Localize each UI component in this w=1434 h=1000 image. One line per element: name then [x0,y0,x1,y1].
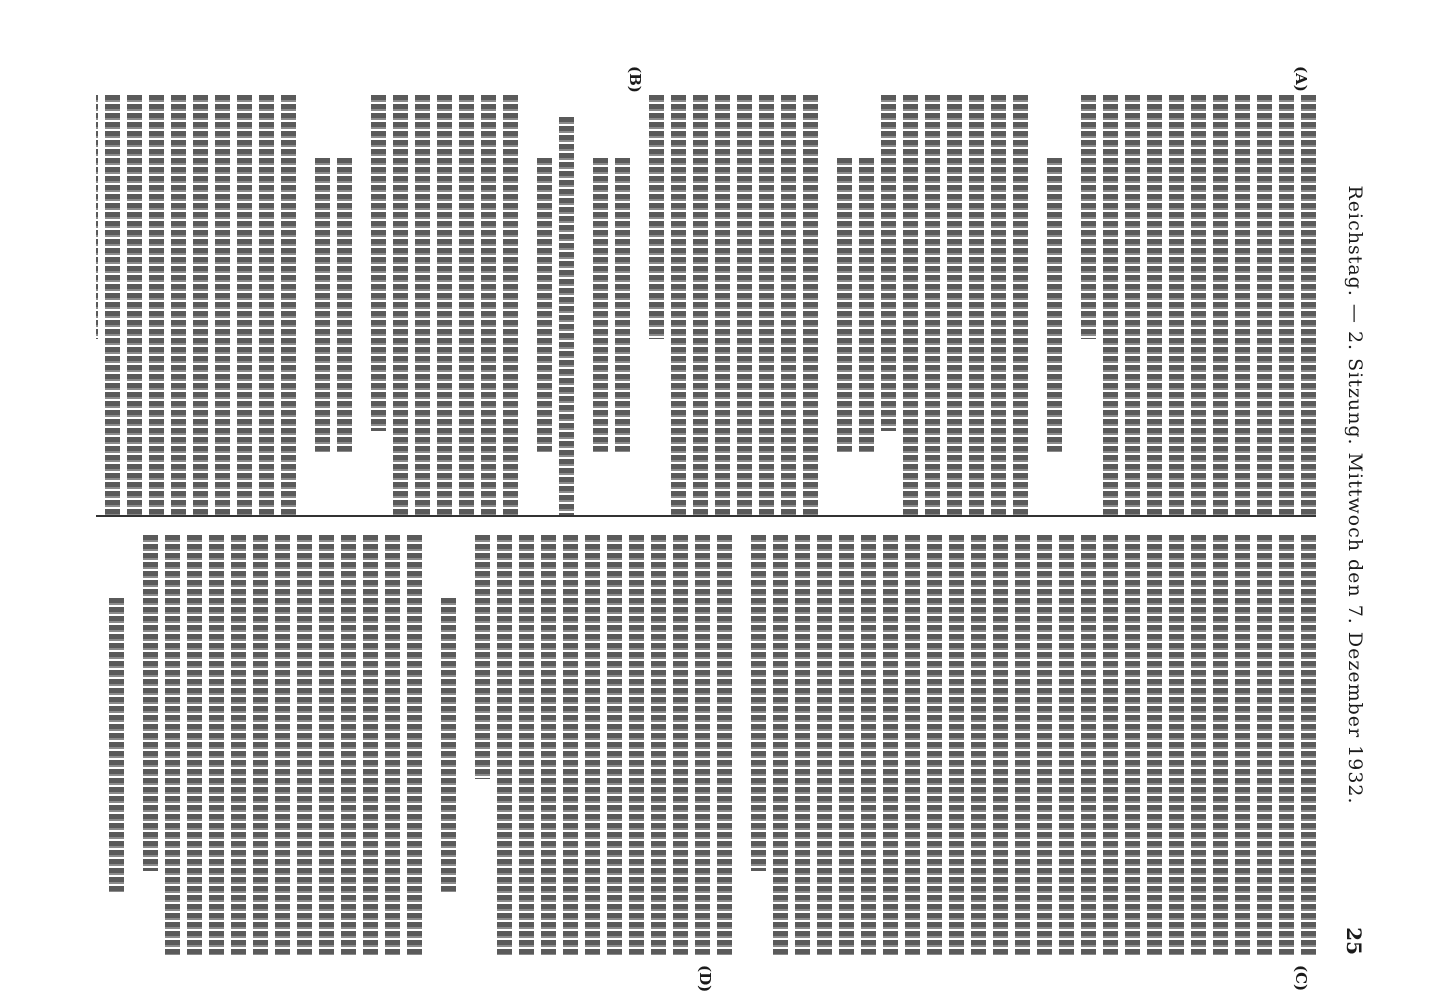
illegible-line [585,535,600,955]
paragraph-gap [422,535,434,955]
illegible-line [385,535,400,955]
illegible-line [143,535,158,871]
illegible-line [715,95,730,515]
illegible-line [773,535,788,955]
illegible-line [1147,95,1162,515]
illegible-line [1147,535,1162,955]
paragraph-gap [518,95,530,515]
paragraph-gap [124,535,136,955]
illegible-line [415,95,430,515]
illegible-line [341,535,356,955]
illegible-line [795,535,810,955]
illegible-line [837,158,852,452]
illegible-line [407,535,422,955]
illegible-line [503,95,518,515]
illegible-line [231,535,246,955]
illegible-line [1081,95,1096,339]
text-column-left [96,95,1316,515]
illegible-line [315,158,330,452]
illegible-line [519,535,534,955]
illegible-line [949,535,964,955]
illegible-line [1013,95,1028,515]
illegible-line [1301,535,1316,955]
illegible-line [903,95,918,515]
illegible-line [1235,535,1250,955]
illegible-line [1081,535,1096,955]
margin-marker-d: (D) [696,965,714,993]
illegible-line [751,535,766,871]
illegible-line [673,535,688,955]
illegible-line [1059,535,1074,955]
illegible-line [993,535,1008,955]
illegible-line [149,95,164,515]
paragraph-gap [574,95,586,515]
illegible-line [215,95,230,515]
illegible-line [105,95,120,515]
column-divider [96,515,1316,517]
paragraph-gap [456,535,468,955]
illegible-line [1279,535,1294,955]
paragraph-gap [732,535,744,955]
illegible-line [165,535,180,955]
illegible-line [275,535,290,955]
illegible-line [563,535,578,955]
illegible-line [319,535,334,955]
illegible-line [881,95,896,431]
illegible-line [1191,535,1206,955]
illegible-line [253,535,268,955]
illegible-line [693,95,708,515]
illegible-line [541,535,556,955]
illegible-line [839,535,854,955]
illegible-line [1015,535,1030,955]
illegible-line [1191,95,1206,515]
illegible-line [171,95,186,515]
illegible-line [781,95,796,515]
illegible-line [371,95,386,431]
margin-marker-a: (A) [1292,66,1310,92]
illegible-line [459,95,474,515]
illegible-line [441,598,456,892]
illegible-line [437,95,452,515]
illegible-line [925,95,940,515]
illegible-line [209,535,224,955]
illegible-line [651,535,666,955]
paragraph-gap [1028,95,1040,515]
page-number: 25 [1342,927,1366,955]
illegible-line [1103,95,1118,515]
illegible-line [127,95,142,515]
illegible-line [1169,535,1184,955]
illegible-line [615,158,630,452]
illegible-line [803,95,818,515]
illegible-line [1279,95,1294,515]
illegible-line [109,598,124,892]
illegible-line [737,95,752,515]
margin-marker-c: (C) [1292,965,1310,992]
illegible-line [607,535,622,955]
illegible-line [475,535,490,779]
illegible-line [971,535,986,955]
illegible-line [1047,158,1062,452]
illegible-line [717,535,732,955]
illegible-line [1235,95,1250,515]
illegible-line [1213,535,1228,955]
illegible-line [947,95,962,515]
illegible-line [297,535,312,955]
illegible-line [559,117,574,515]
illegible-line [991,95,1006,515]
illegible-line [497,535,512,955]
paragraph-gap [296,95,308,515]
paragraph-gap [630,95,642,515]
illegible-line [629,535,644,955]
illegible-line [481,95,496,515]
illegible-line [237,95,252,515]
illegible-line [187,535,202,955]
illegible-line [259,95,274,515]
text-column-right [96,535,1316,955]
illegible-line [905,535,920,955]
illegible-line [671,95,686,515]
illegible-line [695,535,710,955]
illegible-line [859,158,874,452]
paragraph-gap [818,95,830,515]
illegible-line [883,535,898,955]
illegible-line [193,95,208,515]
illegible-line [363,535,378,955]
paragraph-gap [96,535,102,955]
illegible-line [817,535,832,955]
illegible-line [927,535,942,955]
paragraph-gap [352,95,364,515]
illegible-line [861,535,876,955]
illegible-line [281,95,296,515]
illegible-line [96,95,98,339]
illegible-line [1213,95,1228,515]
illegible-line [1125,535,1140,955]
illegible-line [649,95,664,339]
illegible-line [537,158,552,452]
margin-marker-b: (B) [626,66,644,93]
illegible-line [393,95,408,515]
page-header [1330,95,1372,955]
illegible-line [969,95,984,515]
paragraph-gap [1062,95,1074,515]
illegible-line [1169,95,1184,515]
illegible-line [337,158,352,452]
illegible-line [1125,95,1140,515]
running-head: Reichstag. — 2. Sitzung. Mittwoch den 7. Dezember 1932. [1344,185,1366,805]
illegible-line [1301,95,1316,515]
illegible-line [1257,95,1272,515]
illegible-line [759,95,774,515]
illegible-line [1037,535,1052,955]
illegible-line [593,158,608,452]
illegible-line [1103,535,1118,955]
illegible-line [1257,535,1272,955]
